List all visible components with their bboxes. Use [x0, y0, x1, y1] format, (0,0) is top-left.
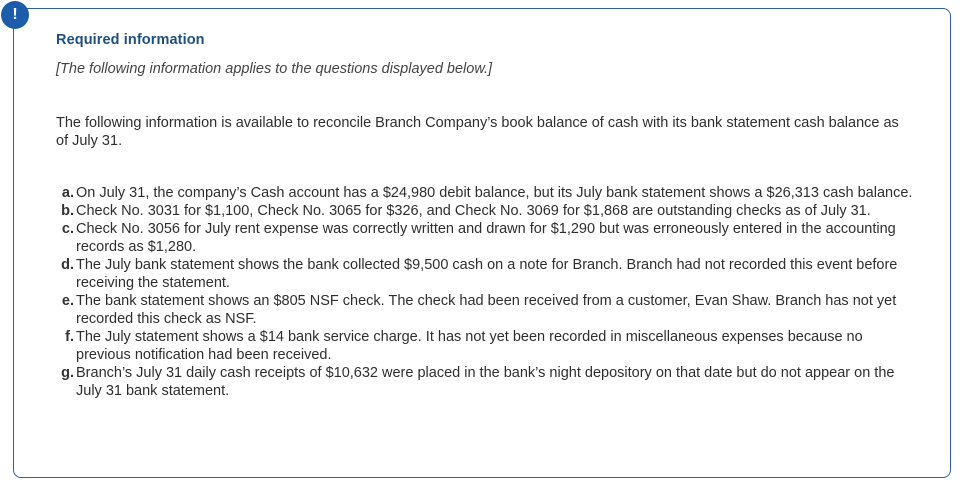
list-item	[56, 256, 918, 292]
intro-paragraph: The following information is available to reconcile Branch Company’s book balance of cash with its bank statement cash balance as of July 31.	[56, 115, 899, 149]
exclamation-icon: !	[1, 1, 29, 29]
list-item	[56, 184, 918, 202]
item-text: Branch’s July 31 daily cash receipts of $10,632 were placed in the bank’s night depository on that date but do not appear on the July 31 bank statement.	[76, 365, 895, 399]
information-list	[56, 184, 918, 400]
item-text: The bank statement shows an $805 NSF check. The check had been received from a customer, Evan Shaw. Branch has not yet recorded this check as NSF.	[76, 293, 897, 327]
item-letter: g.	[61, 365, 74, 381]
list-item	[56, 364, 918, 400]
item-text: The July bank statement shows the bank collected $9,500 cash on a note for Branch. Branch had not recorded this event before receiving the statement.	[76, 257, 898, 291]
list-item	[56, 292, 918, 328]
item-letter: b.	[61, 203, 74, 219]
list-item	[56, 328, 918, 364]
item-letter: c.	[61, 221, 74, 237]
item-letter: e.	[61, 293, 74, 309]
item-text: The July statement shows a $14 bank service charge. It has not yet been recorded in miscellaneous expenses because no previous notification had been received.	[76, 329, 863, 363]
item-text: On July 31, the company’s Cash account has a $24,980 debit balance, but its July bank statement shows a $26,313 cash balance.	[76, 185, 913, 201]
list-item	[56, 220, 918, 256]
item-letter: d.	[61, 257, 74, 273]
item-text: Check No. 3031 for $1,100, Check No. 3065 for $326, and Check No. 3069 for $1,868 are outstanding checks as of July 31.	[76, 203, 871, 219]
section-title: Required information	[56, 32, 205, 48]
item-letter: a.	[61, 185, 74, 201]
section-subtitle: [The following information applies to the questions displayed below.]	[56, 61, 493, 77]
item-letter: f.	[65, 329, 74, 345]
item-text: Check No. 3056 for July rent expense was correctly written and drawn for $1,290 but was erroneously entered in the accounting records as $1,280.	[76, 221, 896, 255]
list-item	[56, 202, 918, 220]
